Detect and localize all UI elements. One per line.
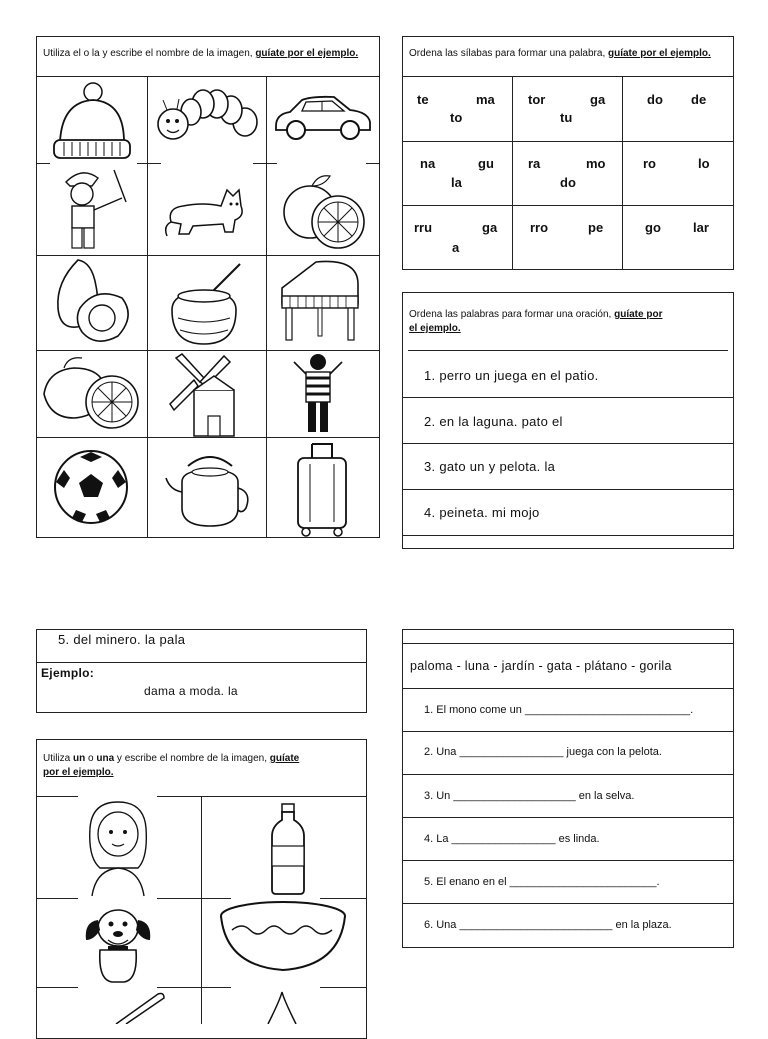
car-icon [272,94,374,142]
syllable-order-panel [402,36,734,270]
sentence-item: 3. gato un y pelota. la [424,459,556,474]
cat-icon [163,176,251,240]
sentence-item: 5. del minero. la pala [58,632,186,647]
sentence-item: 1. perro un juega en el patio. [424,368,599,383]
mate-gourd-icon [164,260,248,348]
sentence-item: 2. en la laguna. pato el [424,414,563,429]
caterpillar-icon [155,88,259,148]
partial-picture-icon [262,990,302,1024]
suitcase-icon [294,440,350,538]
fill-in-item: 1. El mono come un ___________________________. [424,704,694,716]
pirate-icon [52,164,132,254]
fill-in-item: 4. La _________________ es linda. [424,833,600,845]
dog-icon [78,900,158,986]
fill-in-item: 3. Un ____________________ en la selva. [424,790,635,802]
example-label: Ejemplo: [41,666,95,680]
fill-in-item: 5. El enano en el ________________________. [424,876,660,888]
hat-icon [48,80,134,162]
panel3-instruction: Ordena las palabras para formar una oración, guíate por el ejemplo. [409,309,663,334]
girl-icon [78,798,158,898]
teapot-icon [164,448,254,530]
piano-icon [272,258,366,346]
partial-picture-icon [110,990,170,1024]
sentence-item: 4. peineta. mi mojo [424,505,540,520]
bottle-icon [268,802,308,896]
avocado-icon [52,256,136,348]
example-text: dama a moda. la [144,684,238,698]
fill-in-item: 6. Una _________________________ en la plaza. [424,919,672,931]
fill-in-item: 2. Una _________________ juega con la pelota. [424,746,662,758]
soccer-ball-icon [52,448,130,526]
panel2-instruction: Ordena las sílabas para formar una palabra, guíate por el ejemplo. [409,48,711,59]
bowl-icon [216,898,350,978]
mime-icon [288,352,348,438]
panel5-instruction: Utiliza un o una y escribe el nombre de la imagen, guíate por el ejemplo. [43,753,300,778]
word-bank: paloma - luna - jardín - gata - plátano - gorila [410,659,672,673]
windmill-icon [168,352,238,438]
fill-in-panel [402,629,734,948]
oranges-icon [278,168,368,252]
lemon-icon [40,354,142,432]
panel1-instruction: Utiliza el o la y escribe el nombre de la imagen, guíate por el ejemplo. [43,48,359,59]
